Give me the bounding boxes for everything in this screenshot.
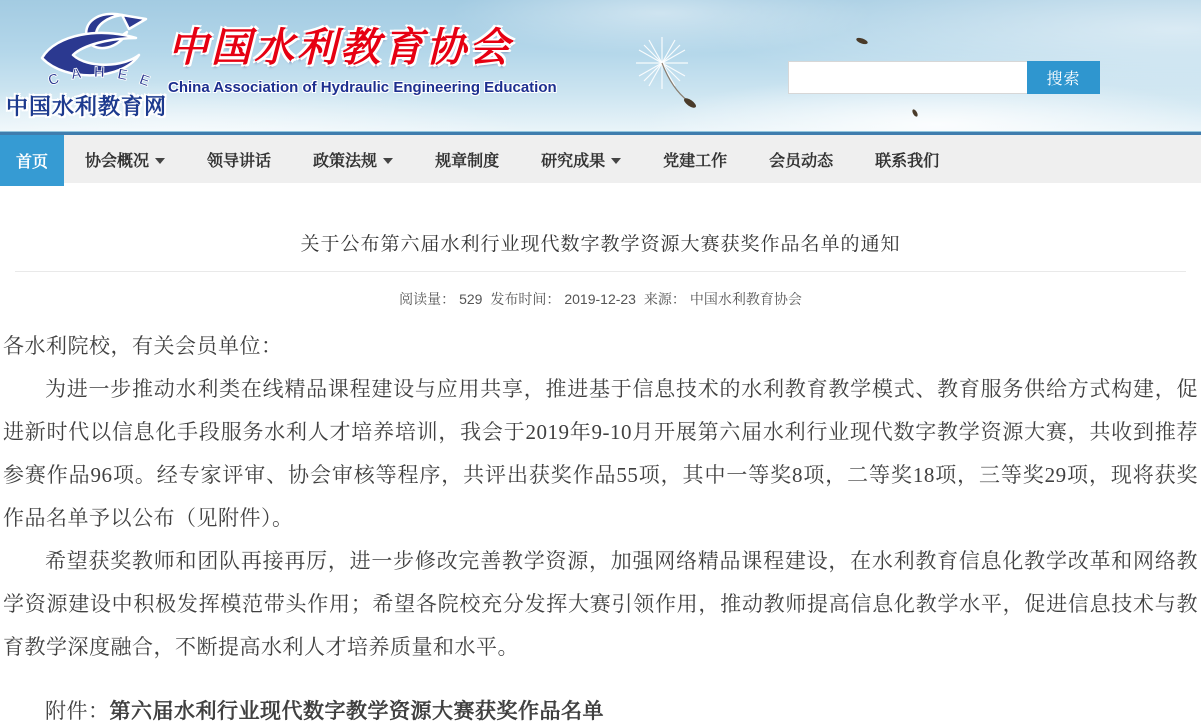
chevron-down-icon: [611, 158, 621, 164]
chevron-down-icon: [155, 158, 165, 164]
main-nav: [0, 135, 1201, 183]
search-button[interactable]: 搜索: [1027, 61, 1100, 94]
nav-item-rules[interactable]: 规章制度: [435, 152, 500, 170]
cahee-logo-icon[interactable]: [28, 6, 160, 98]
greeting-line: 各水利院校，有关会员单位：: [3, 334, 283, 358]
attachment-label: 附件：: [45, 699, 110, 723]
logo-acronym-text: C A H E E: [45, 63, 156, 92]
org-title-en: China Association of Hydraulic Engineering Education: [168, 79, 557, 96]
nav-item-party-building[interactable]: 党建工作: [663, 152, 728, 170]
publish-date: 2019-12-23: [564, 291, 636, 307]
site-header: [0, 0, 1201, 131]
search-input[interactable]: [788, 61, 1027, 94]
attachment-line: [3, 695, 1198, 725]
body-paragraph: 希望获奖教师和团队再接再厉，进一步修改完善教学资源，加强网络精品课程建设，在水利教育信息化教学改革和网络教学资源建设中积极发挥模范带头作用；希望各院校充分发挥大赛引领作用，推动教师提高信息化教学水平，促进信息技术与教育教学深度融合，不断提高水利人才培养质量和水平。: [3, 549, 1198, 659]
nav-item-home[interactable]: 首页: [0, 135, 64, 186]
attachment-link[interactable]: 第六届水利行业现代数字教学资源大赛获奖作品名单: [109, 699, 604, 723]
publish-date-label: 发布时间：: [490, 291, 561, 307]
nav-item-research-results[interactable]: 研究成果: [520, 135, 642, 183]
title-divider: [15, 271, 1186, 272]
article-title: 关于公布第六届水利行业现代数字教学资源大赛获奖作品名单的通知: [300, 234, 901, 255]
search-box: [788, 61, 1100, 94]
body-paragraph: 为进一步推动水利类在线精品课程建设与应用共享，推进基于信息技术的水利教育教学模式、教育服务供给方式构建，促进新时代以信息化手段服务水利人才培养培训，我会于2019年9-10月开展第六届水利行业现代数字教学资源大赛，共收到推荐参赛作品96项。经专家评审、协会审核等程序，共评出获奖作品55项，其中一等奖8项，二等奖18项，三等奖29项，现将获奖作品名单予以公布（见附件）。: [3, 377, 1198, 530]
nav-item-member-news[interactable]: 会员动态: [769, 152, 834, 170]
article-body: [3, 325, 1198, 669]
nav-item-association-overview[interactable]: 协会概况: [64, 135, 186, 183]
views-label: 阅读量：: [399, 291, 456, 307]
views-count: 529: [459, 291, 483, 307]
org-title-cn: 中国水利教育协会: [168, 25, 512, 70]
source-value: 中国水利教育协会: [689, 291, 802, 307]
nav-item-leader-speeches[interactable]: 领导讲话: [207, 152, 272, 170]
article: [0, 229, 1201, 725]
nav-item-contact-us[interactable]: 联系我们: [875, 152, 940, 170]
org-title-block: [168, 16, 557, 96]
chevron-down-icon: [383, 158, 393, 164]
nav-item-policies-regulations[interactable]: 政策法规: [292, 135, 414, 183]
article-meta: [3, 289, 1198, 309]
source-label: 来源：: [643, 291, 686, 307]
site-name[interactable]: 中国水利教育网: [6, 94, 168, 119]
